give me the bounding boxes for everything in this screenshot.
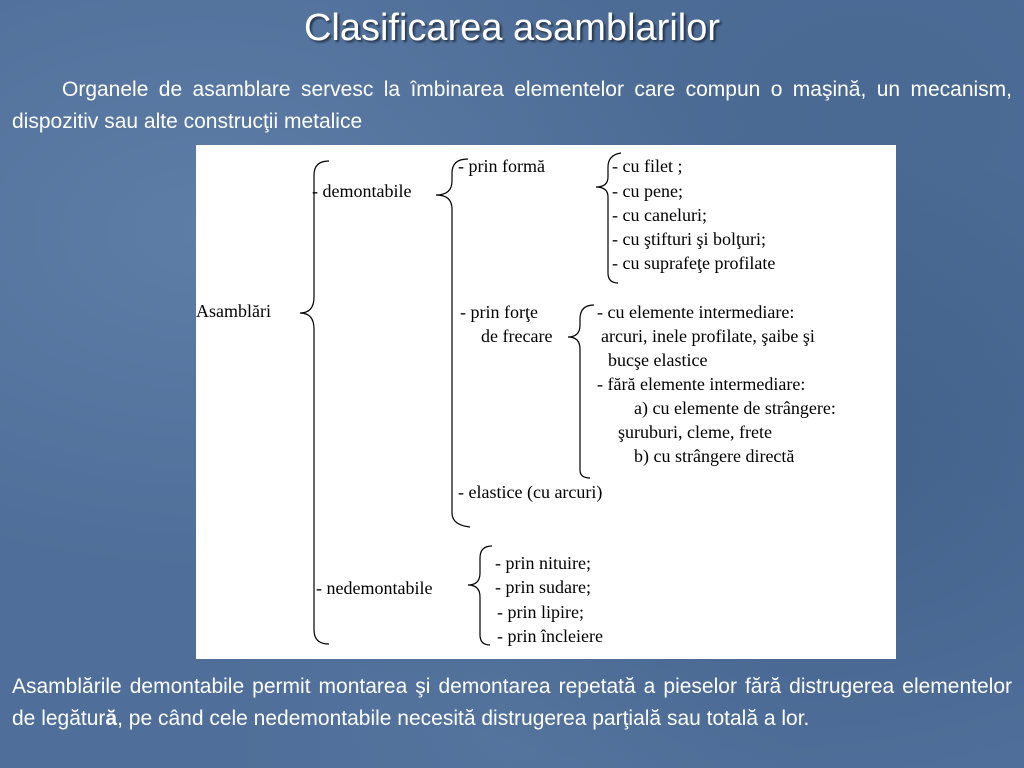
- frecare-item: arcuri, inele profilate, şaibe şi: [601, 326, 815, 346]
- conclusion-text-start: Asamblările demontabile permit montarea şi demontarea repetată a pieselor fără distrugerea elementelor de legătur: [12, 675, 1012, 730]
- forma-item: - cu filet ;: [612, 156, 683, 176]
- brace-demontabile: [436, 159, 470, 527]
- label-nedemontabile: - nedemontabile: [316, 578, 433, 598]
- label-prin-forma: - prin formă: [458, 156, 545, 176]
- frecare-item: a) cu elemente de strângere:: [634, 398, 836, 418]
- frecare-item: - fără elemente intermediare:: [597, 374, 806, 394]
- frecare-item: - cu elemente intermediare:: [597, 302, 795, 322]
- forma-item: - cu caneluri;: [612, 205, 707, 225]
- frecare-item: bucşe elastice: [608, 350, 708, 370]
- nedemontabile-item: - prin lipire;: [497, 602, 584, 622]
- forma-item: - cu suprafeţe profilate: [612, 253, 776, 273]
- label-asamblari: Asamblări: [196, 301, 271, 321]
- conclusion-text-end: , pe când cele nedemontabile necesită distrugerea parţială sau totală a lor.: [117, 707, 810, 730]
- label-de-frecare: de frecare: [481, 326, 553, 346]
- nedemontabile-item: - prin sudare;: [495, 577, 591, 597]
- frecare-item: şuruburi, cleme, frete: [618, 422, 772, 442]
- classification-diagram: [196, 145, 896, 659]
- label-elastice: - elastice (cu arcuri): [458, 482, 603, 502]
- brace-frecare: [568, 305, 594, 478]
- nedemontabile-item: - prin încleiere: [497, 626, 603, 646]
- forma-item: - cu ştifturi şi bolţuri;: [612, 229, 766, 249]
- slide-title: Clasificarea asamblarilor: [303, 7, 721, 49]
- brace-nedemontabile: [468, 546, 492, 645]
- brace-main: [300, 161, 329, 644]
- nedemontabile-item: - prin nituire;: [495, 553, 591, 573]
- label-prin-forte: - prin forţe: [460, 302, 538, 322]
- intro-paragraph: Organele de asamblare servesc la îmbinarea elementelor care compun o maşină, un mecanism, dispozitiv sau alte construcţii metalice: [12, 78, 1012, 133]
- conclusion-paragraph: [12, 671, 1012, 735]
- label-demontabile: - demontabile: [312, 181, 412, 201]
- conclusion-bold-letter: ă: [105, 707, 118, 730]
- frecare-item: b) cu strângere directă: [634, 446, 795, 466]
- forma-item: - cu pene;: [612, 181, 683, 201]
